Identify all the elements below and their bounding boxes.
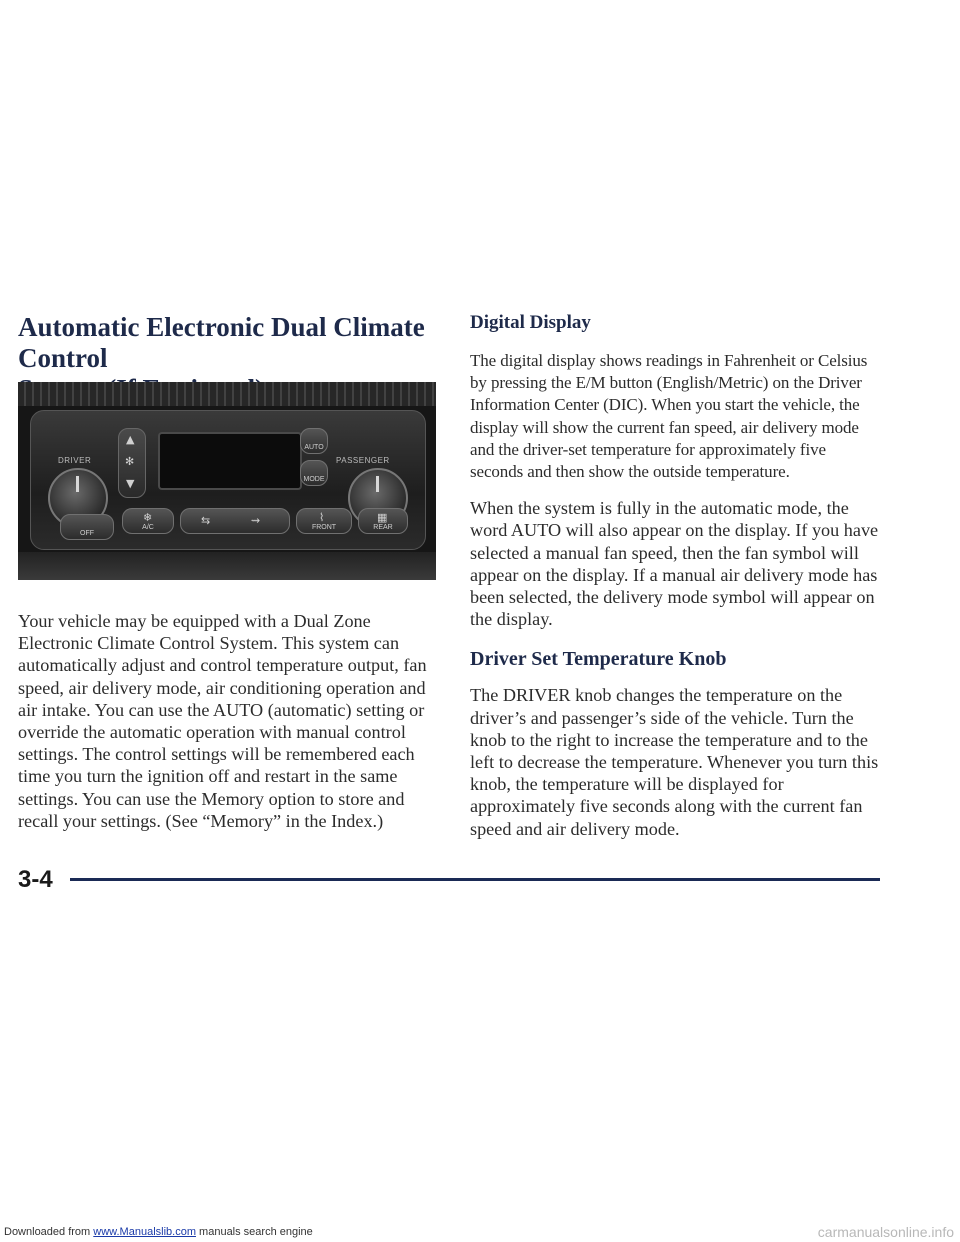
driver-label: DRIVER [58, 456, 92, 465]
digital-display-paragraph-1: The digital display shows readings in Fahrenheit or Celsius by pressing the E/M button (English/Metric) on the Driver Information Center (DIC). When you start the vehicle, the display will show the current fan speed, air delivery mode and the driver-set temperature for approximately five seconds and then show the outside temperature. [470, 351, 868, 482]
off-button: OFF [60, 514, 114, 540]
fan-icon: ✻ [125, 455, 135, 468]
source-suffix: manuals search engine [199, 1226, 313, 1238]
source-prefix: Downloaded from [4, 1226, 91, 1238]
title-line-1: Automatic Electronic Dual Climate Control [18, 312, 425, 373]
climate-control-panel-figure [18, 382, 436, 580]
digital-display [158, 432, 302, 490]
driver-knob-heading: Driver Set Temperature Knob [470, 648, 727, 671]
outside-air-icon: ⇝ [251, 514, 261, 527]
defrost-icon: ⌇ [319, 511, 325, 524]
panel-bottom-trim [18, 552, 436, 580]
passenger-label: PASSENGER [336, 456, 390, 465]
snowflake-icon: ❄ [143, 511, 153, 524]
fan-rocker-switch [118, 428, 146, 498]
watermark: carmanualsonline.info [817, 1224, 954, 1240]
down-arrow-icon: ▼ [126, 477, 135, 490]
recirculation-button [180, 508, 290, 534]
front-defrost-button: ⌇ FRONT [296, 508, 352, 534]
auto-button: AUTO [300, 428, 328, 454]
right-column [470, 312, 890, 840]
footer-rule [70, 878, 880, 881]
page-number: 3-4 [18, 866, 53, 893]
mode-button: MODE [300, 460, 328, 486]
rear-defog-button: ▦ REAR [358, 508, 408, 534]
intro-paragraph: Your vehicle may be equipped with a Dual Zone Electronic Climate Control System. This system can automatically adjust and control temperature output, fan speed, air delivery mode, air conditioning operation and air intake. You can use the AUTO (automatic) setting or override the automatic operation with manual control settings. The control settings will be remembered each time you turn the ignition off and restart in the same settings. You can use the Memory option to store and recall your settings. (See “Memory” in the Index.) [18, 611, 427, 831]
digital-display-heading: Digital Display [470, 312, 591, 333]
ac-button: ❄ A/C [122, 508, 174, 534]
source-link[interactable]: www.Manualslib.com [93, 1226, 196, 1238]
left-body [18, 610, 438, 832]
digital-display-paragraph-2: When the system is fully in the automatic mode, the word AUTO will also appear on the display. If you have selected a manual fan speed, then the fan symbol will appear on the display. If a manual air delivery mode has been selected, the delivery mode symbol will appear on the display. [470, 498, 879, 630]
rear-defog-icon: ▦ [377, 511, 388, 524]
source-line [4, 1226, 313, 1238]
driver-knob-paragraph: The DRIVER knob changes the temperature on the driver’s and passenger’s side of the vehicle. Turn the knob to the right to increase the temperature and to the left to decrease the temperature. Whenever you turn this knob, the temperature will be displayed for approximately five seconds along with the current fan speed and air delivery mode. [470, 685, 879, 839]
up-arrow-icon: ▲ [126, 433, 135, 446]
panel-vent [18, 382, 436, 406]
recirculation-icon: ⇆ [201, 514, 211, 527]
